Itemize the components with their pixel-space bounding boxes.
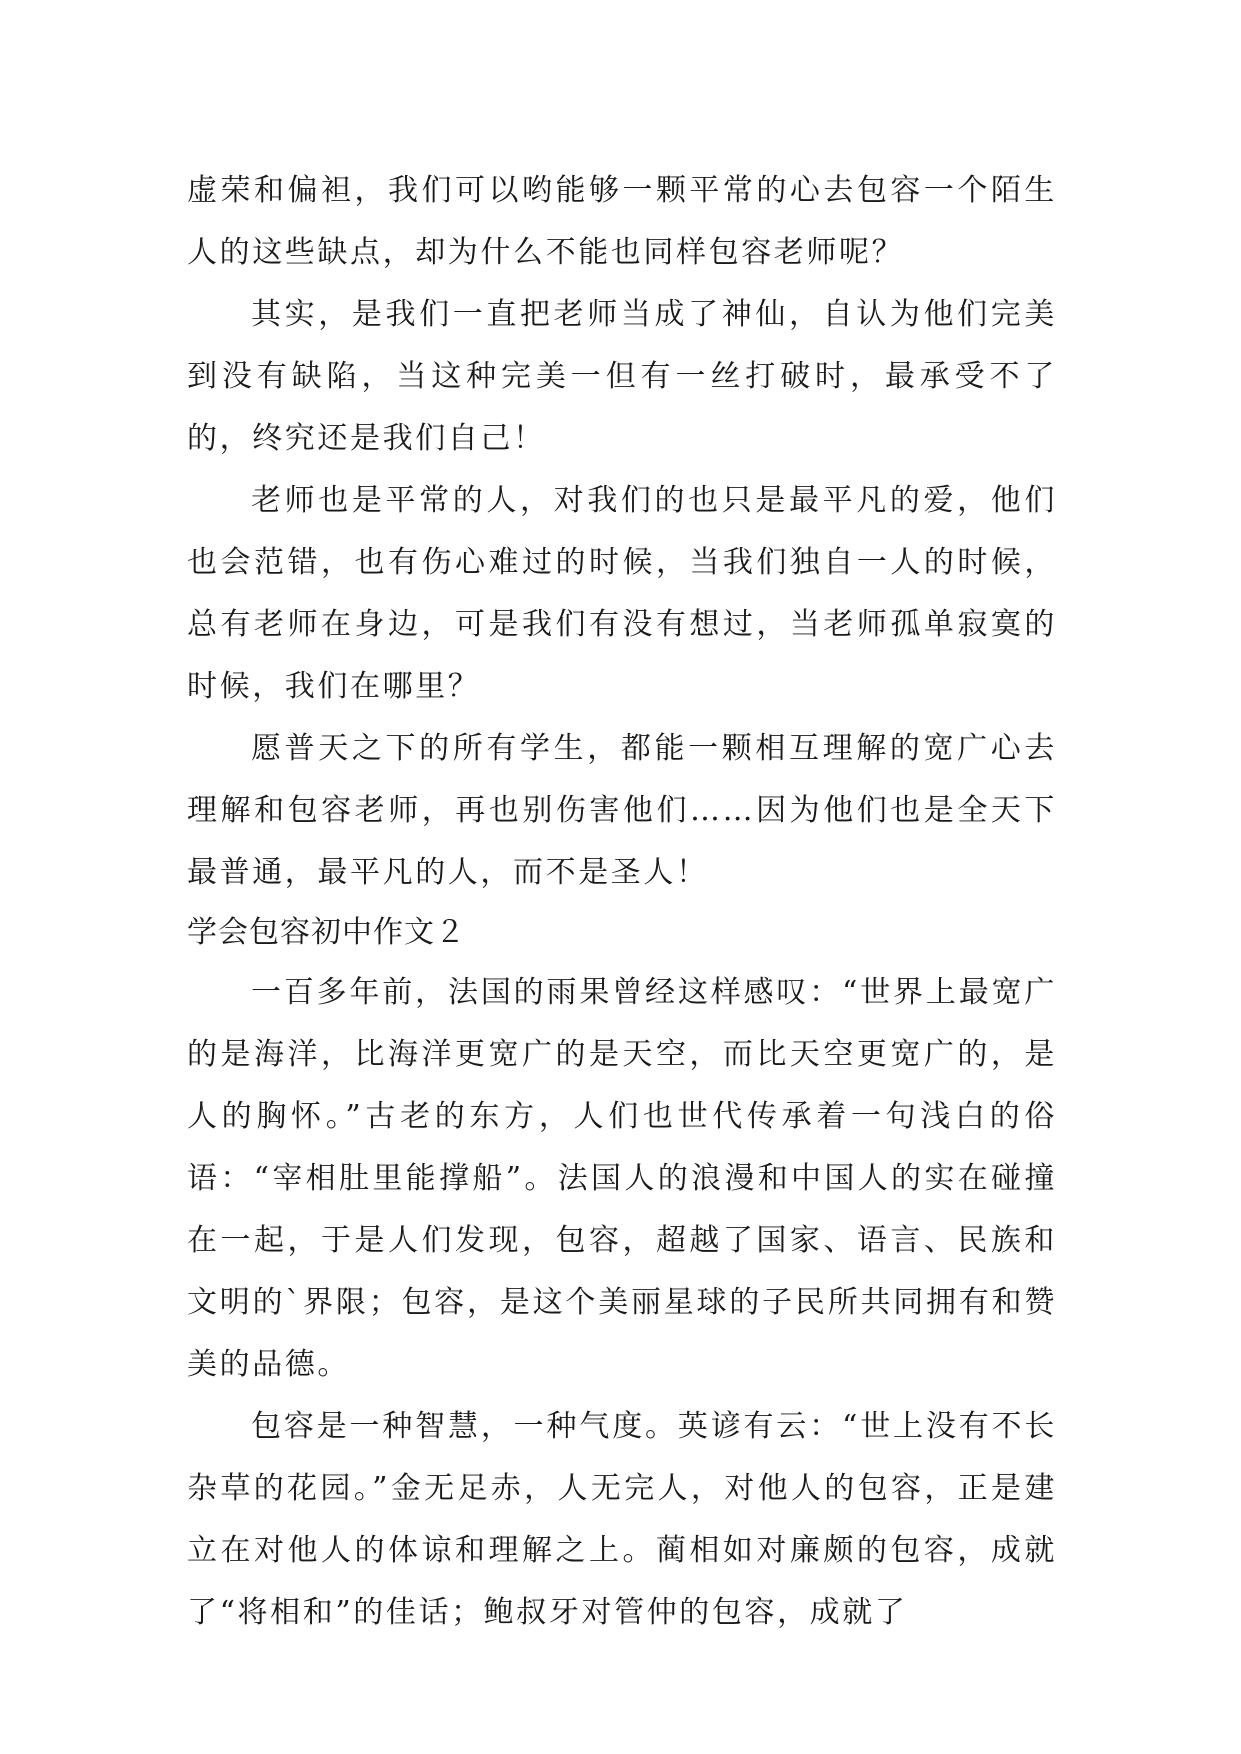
paragraph-2: 其实，是我们一直把老师当成了神仙，自认为他们完美到没有缺陷，当这种完美一但有一丝打破时，最承受不了的，终究还是我们自己！ — [187, 297, 1057, 456]
paragraph-1: 虚荣和偏袒，我们可以哟能够一颗平常的心去包容一个陌生人的这些缺点，却为什么不能也同样包容老师呢？ — [187, 173, 1057, 270]
document-body — [187, 160, 1057, 1644]
paragraph-4: 愿普天之下的所有学生，都能一颗相互理解的宽广心去理解和包容老师，再也别伤害他们……因为他们也是全天下最普通，最平凡的人，而不是圣人！ — [187, 731, 1057, 890]
paragraph-6: 包容是一种智慧，一种气度。英谚有云：“世上没有不长杂草的花园。”金无足赤，人无完人，对他人的包容，正是建立在对他人的体谅和理解之上。蔺相如对廉颇的包容，成就了“将相和”的佳话；鲍叔牙对管仲的包容，成就了 — [187, 1409, 1057, 1630]
paragraph-5: 一百多年前，法国的雨果曾经这样感叹：“世界上最宽广的是海洋，比海洋更宽广的是天空，而比天空更宽广的，是人的胸怀。”古老的东方，人们也世代传承着一句浅白的俗语：“宰相肚里能撑船”。法国人的浪漫和中国人的实在碰撞在一起，于是人们发现，包容，超越了国家、语言、民族和文明的`界限；包容，是这个美丽星球的子民所共同拥有和赞美的品德。 — [187, 975, 1057, 1382]
paragraph-3: 老师也是平常的人，对我们的也只是最平凡的爱，他们也会范错，也有伤心难过的时候，当我们独自一人的时候，总有老师在身边，可是我们有没有想过，当老师孤单寂寞的时候，我们在哪里？ — [187, 483, 1057, 704]
section-heading: 学会包容初中作文２ — [187, 915, 466, 950]
